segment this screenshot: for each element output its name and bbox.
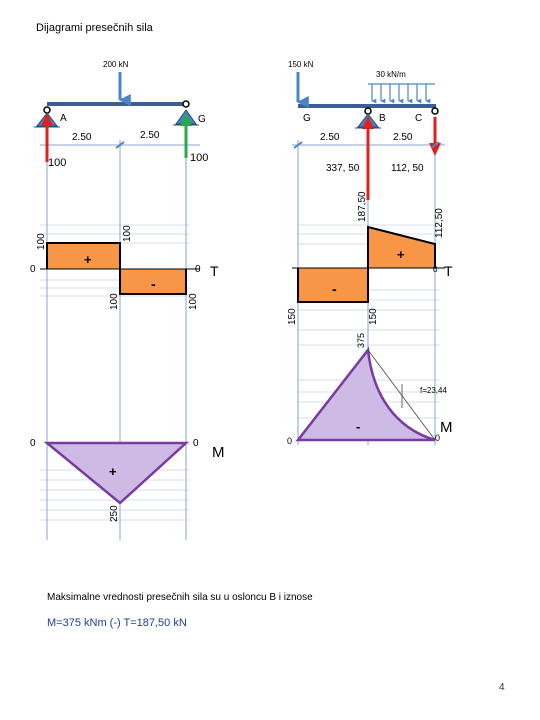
right-moment-area [298,350,435,440]
right-shear-b-left-neg: 150 [368,308,379,325]
conclusion-text: Maksimalne vrednosti presečnih sila su u osloncu B i iznose [47,592,313,603]
left-shear-start: 0 [30,264,36,275]
left-shear-end: 0 [195,264,201,275]
support-label-g-right: G [303,113,311,124]
left-shear-minus: - [151,276,156,292]
right-moment-end: 0 [435,433,441,443]
span-label-4: 2.50 [393,132,413,143]
support-label-a: A [60,113,67,124]
left-shear-vlabel-mid-lower: 100 [109,293,120,310]
support-label-c: C [415,113,423,124]
right-moment-minus: - [356,419,361,434]
left-shear-symbol: T [210,263,219,279]
right-moment-max: 375 [356,332,366,348]
force-label-200: 200 kN [103,60,129,69]
right-moment-start: 0 [287,436,293,446]
left-moment-symbol: M [212,444,225,461]
support-label-g-left: G [198,114,206,125]
left-shear-vlabel-a: 100 [36,233,47,250]
force-label-150: 150 kN [288,60,314,69]
distributed-load [368,84,435,101]
hinge-c-icon [432,108,438,114]
left-moment-max: 250 [109,505,120,522]
right-shear-left-neg: 150 [287,308,298,325]
right-shear-end: 0 [433,265,438,274]
right-moment-diagram [287,333,453,446]
right-shear-minus: - [332,281,337,297]
left-moment-start: 0 [30,438,36,449]
reaction-label-b: 337, 50 [326,163,360,174]
left-moment-end: 0 [193,438,199,449]
span-label-3: 2.50 [320,132,340,143]
left-shear-diagram [30,225,219,310]
right-moment-f-label: f=23,44 [420,386,447,395]
right-beam-group [288,60,441,200]
right-shear-b-right: 187,50 [357,191,368,222]
right-shear-c-value: 112,50 [434,208,445,238]
span-label-2: 2.50 [140,130,160,141]
right-moment-symbol: M [440,419,453,436]
reaction-label-c: 112, 50 [391,163,424,174]
right-shear-plus: + [397,247,405,262]
right-shear-diagram [287,191,453,325]
hinge-a-icon [44,107,50,113]
page-number: 4 [499,682,505,693]
left-beam-group [34,60,208,169]
result-text: M=375 kNm (-) T=187,50 kN [47,617,187,629]
reaction-label-a: 100 [48,157,67,169]
hinge-g-icon [183,101,189,107]
left-shear-vlabel-g: 100 [188,293,199,310]
left-shear-plus: + [84,252,92,267]
page-title: Dijagrami presečnih sila [36,22,153,34]
reaction-label-g: 100 [190,152,209,164]
load-label: 30 kN/m [376,70,406,79]
left-shear-vlabel-mid-upper: 100 [122,225,133,242]
span-label-1: 2.50 [72,132,92,143]
left-moment-plus: + [109,464,117,479]
hinge-b-icon [365,108,371,114]
right-shear-symbol: T [444,263,453,279]
support-label-b: B [379,113,386,124]
